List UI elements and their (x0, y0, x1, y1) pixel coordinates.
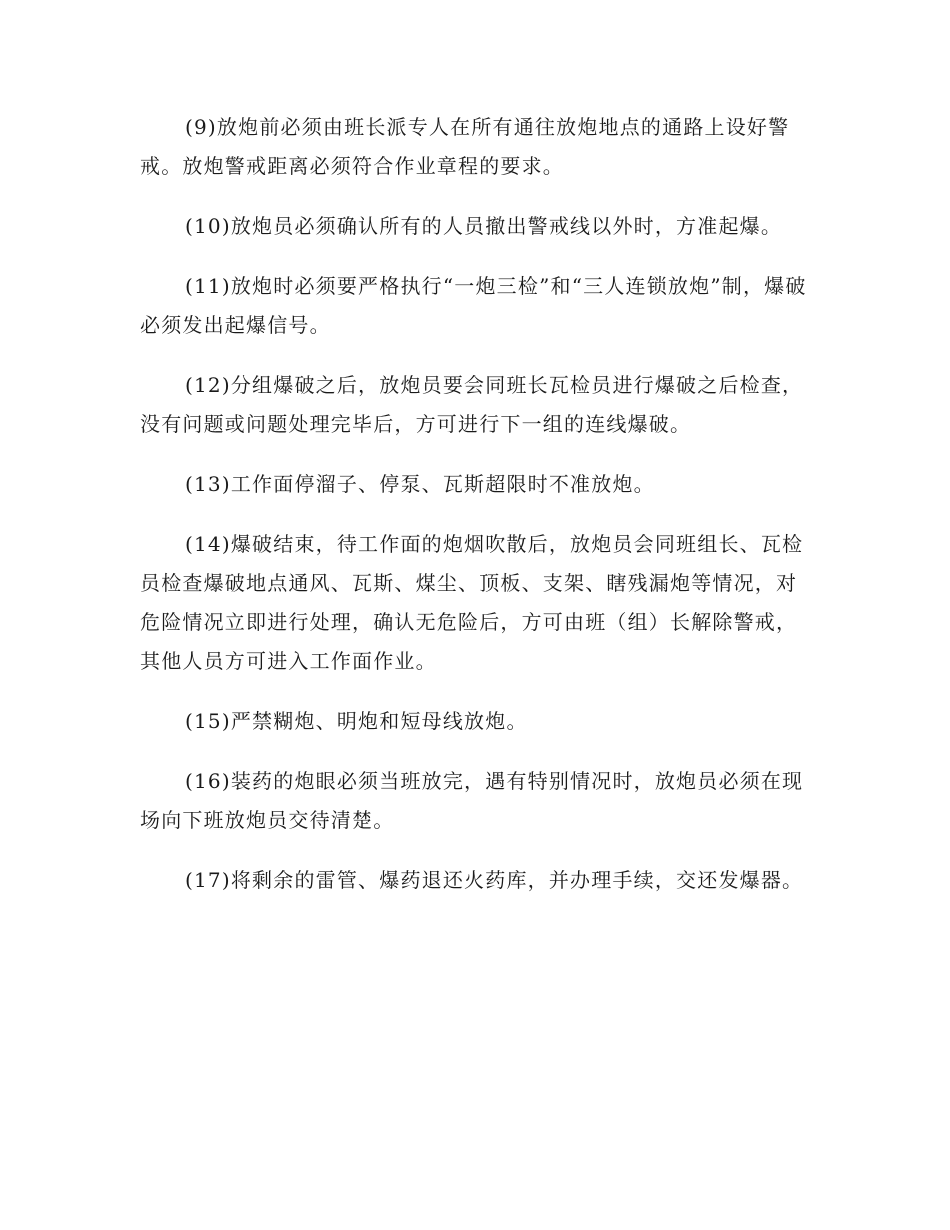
paragraph-item-9: (9)放炮前必须由班长派专人在所有通往放炮地点的通路上设好警戒。放炮警戒距离必须符合作业章程的要求。 (140, 115, 790, 178)
paragraph-item-16: (16)装药的炮眼必须当班放完，遇有特别情况时，放炮员必须在现场向下班放炮员交待清楚。 (140, 769, 804, 832)
paragraph-item-14: (14)爆破结束，待工作面的炮烟吹散后，放炮员会同班组长、瓦检员检查爆破地点通风、瓦斯、煤尘、顶板、支架、瞎残漏炮等情况，对危险情况立即进行处理，确认无危险后，方可由班（组）长解除警戒，其他人员方可进入工作面作业。 (140, 532, 804, 673)
paragraph-item-15: (15)严禁糊炮、明炮和短母线放炮。 (185, 709, 528, 733)
paragraph-item-12: (12)分组爆破之后，放炮员要会同班长瓦检员进行爆破之后检查，没有问题或问题处理完毕后，方可进行下一组的连线爆破。 (140, 373, 804, 436)
document-body (140, 108, 810, 921)
paragraph-item-17: (17)将剩余的雷管、爆药退还火药库，并办理手续，交还发爆器。 (185, 868, 804, 892)
paragraph-item-10: (10)放炮员必须确认所有的人员撤出警戒线以外时，方准起爆。 (185, 214, 783, 238)
paragraph-item-13: (13)工作面停溜子、停泵、瓦斯超限时不准放炮。 (185, 472, 655, 496)
paragraph-item-11: (11)放炮时必须要严格执行“一炮三检”和“三人连锁放炮”制，爆破必须发出起爆信号。 (140, 274, 807, 337)
